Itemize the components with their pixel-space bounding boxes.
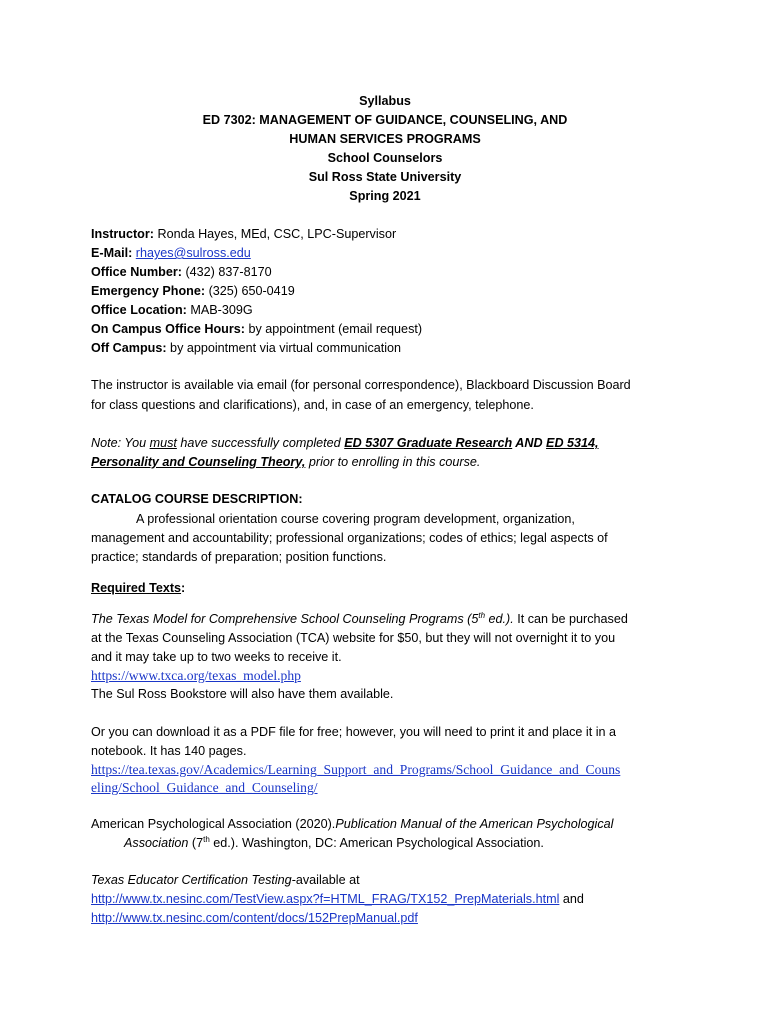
off-campus-line xyxy=(91,341,401,355)
instructor-line xyxy=(91,227,396,241)
texes-available: -available at xyxy=(291,873,360,887)
off-campus-value: by appointment via virtual communication xyxy=(166,341,402,355)
tea-link-line2 xyxy=(91,780,318,796)
note-must: must xyxy=(149,436,177,450)
texes-title: Texas Educator Certification Testing xyxy=(91,873,292,887)
required-texts-colon: : xyxy=(181,581,186,595)
emergency-phone-line xyxy=(91,284,295,298)
prerequisite-note-line1 xyxy=(91,436,599,450)
required-texts-heading-text: Required Texts xyxy=(91,581,182,595)
instructor-value: Ronda Hayes, MEd, CSC, LPC-Supervisor xyxy=(153,227,397,241)
course-title-line1: ED 7302: MANAGEMENT OF GUIDANCE, COUNSELING, AND xyxy=(202,113,568,127)
email-line xyxy=(91,246,251,260)
note-text-a: Note: You xyxy=(91,436,150,450)
emergency-phone-label: Emergency Phone: xyxy=(91,284,206,298)
office-number-value: (432) 837-8170 xyxy=(181,265,272,279)
email-label: E-Mail: xyxy=(91,246,133,260)
office-location-line xyxy=(91,303,253,317)
catalog-line1: A professional orientation course covering program development, organization, xyxy=(136,512,575,526)
email-link[interactable]: rhayes@sulross.edu xyxy=(135,246,251,260)
tea-link-line1 xyxy=(91,762,620,778)
txca-link-line xyxy=(91,668,301,684)
note-and: AND xyxy=(512,436,547,450)
term: Spring 2021 xyxy=(349,189,421,203)
title-syllabus: Syllabus xyxy=(359,94,411,108)
apa-line2 xyxy=(124,836,544,850)
apa-edition-a: (7 xyxy=(188,836,204,850)
note-text-b: have successfully completed xyxy=(176,436,345,450)
tea-link-part1[interactable]: https://tea.texas.gov/Academics/Learning_Support_and_Programs/School_Guidance_and_Couns xyxy=(91,762,621,777)
availability-line1: The instructor is available via email (for personal correspondence), Blackboard Discussion Board xyxy=(91,378,631,392)
apa-edition-sup: th xyxy=(203,835,210,844)
university: Sul Ross State University xyxy=(308,170,462,184)
on-campus-hours-line xyxy=(91,322,422,336)
pdf-download-line2: notebook. It has 140 pages. xyxy=(91,744,247,758)
texas-model-title: The Texas Model for Comprehensive School Counseling Programs (5 xyxy=(91,612,479,626)
apa-publisher: ed.). Washington, DC: American Psychological Association. xyxy=(209,836,544,850)
apa-author: American Psychological Association (2020). xyxy=(91,817,336,831)
texas-model-sup: th xyxy=(478,611,486,620)
pdf-download-line1: Or you can download it as a PDF file for free; however, you will need to print it and place it in a xyxy=(91,725,617,739)
off-campus-label: Off Campus: xyxy=(91,341,167,355)
emergency-phone-value: (325) 650-0419 xyxy=(205,284,295,298)
availability-line2: for class questions and clarifications), and, in case of an emergency, telephone. xyxy=(91,398,534,412)
note-course-ed5307: ED 5307 Graduate Research xyxy=(344,436,513,450)
texas-model-purchase: It can be purchased xyxy=(513,612,628,626)
texas-model-line1 xyxy=(91,612,628,626)
catalog-line3: practice; standards of preparation; position functions. xyxy=(91,550,387,564)
nesinc-testview-link[interactable]: http://www.tx.nesinc.com/TestView.aspx?f=HTML_FRAG/TX152_PrepMaterials.html xyxy=(91,892,560,906)
note-text-c: prior to enrolling in this course. xyxy=(305,455,481,469)
note-course-ed5314: ED 5314, xyxy=(546,436,599,450)
texes-line1 xyxy=(91,873,360,887)
texes-line3 xyxy=(91,911,418,925)
note-course-ed5314-title: Personality and Counseling Theory, xyxy=(91,455,306,469)
office-number-line xyxy=(91,265,272,279)
apa-title: Publication Manual of the American Psychological xyxy=(335,817,614,831)
required-texts-heading xyxy=(91,581,185,595)
audience: School Counselors xyxy=(327,151,443,165)
texes-line2 xyxy=(91,892,584,906)
catalog-line2: management and accountability; professional organizations; codes of ethics; legal aspects of xyxy=(91,531,608,545)
office-number-label: Office Number: xyxy=(91,265,182,279)
txca-link[interactable]: https://www.txca.org/texas_model.php xyxy=(91,668,301,683)
texas-model-line3: and it may take up to two weeks to receive it. xyxy=(91,650,342,664)
instructor-label: Instructor: xyxy=(91,227,154,241)
bookstore-line: The Sul Ross Bookstore will also have them available. xyxy=(91,687,394,701)
prerequisite-note-line2 xyxy=(91,455,480,469)
tea-link-part2[interactable]: eling/School_Guidance_and_Counseling/ xyxy=(91,780,318,795)
texes-and: and xyxy=(559,892,584,906)
office-location-value: MAB-309G xyxy=(186,303,253,317)
office-location-label: Office Location: xyxy=(91,303,187,317)
texas-model-line2: at the Texas Counseling Association (TCA) website for $50, but they will not overnight it to you xyxy=(91,631,616,645)
texas-model-edition: ed.). xyxy=(485,612,514,626)
on-campus-hours-value: by appointment (email request) xyxy=(244,322,423,336)
nesinc-prep-manual-link[interactable]: http://www.tx.nesinc.com/content/docs/152PrepManual.pdf xyxy=(91,911,418,925)
on-campus-hours-label: On Campus Office Hours: xyxy=(91,322,245,336)
apa-line1 xyxy=(91,817,613,831)
apa-title-cont: Association xyxy=(124,836,189,850)
catalog-heading xyxy=(91,492,303,506)
catalog-heading-text: CATALOG COURSE DESCRIPTION: xyxy=(91,492,303,506)
course-title-line2: HUMAN SERVICES PROGRAMS xyxy=(289,132,481,146)
